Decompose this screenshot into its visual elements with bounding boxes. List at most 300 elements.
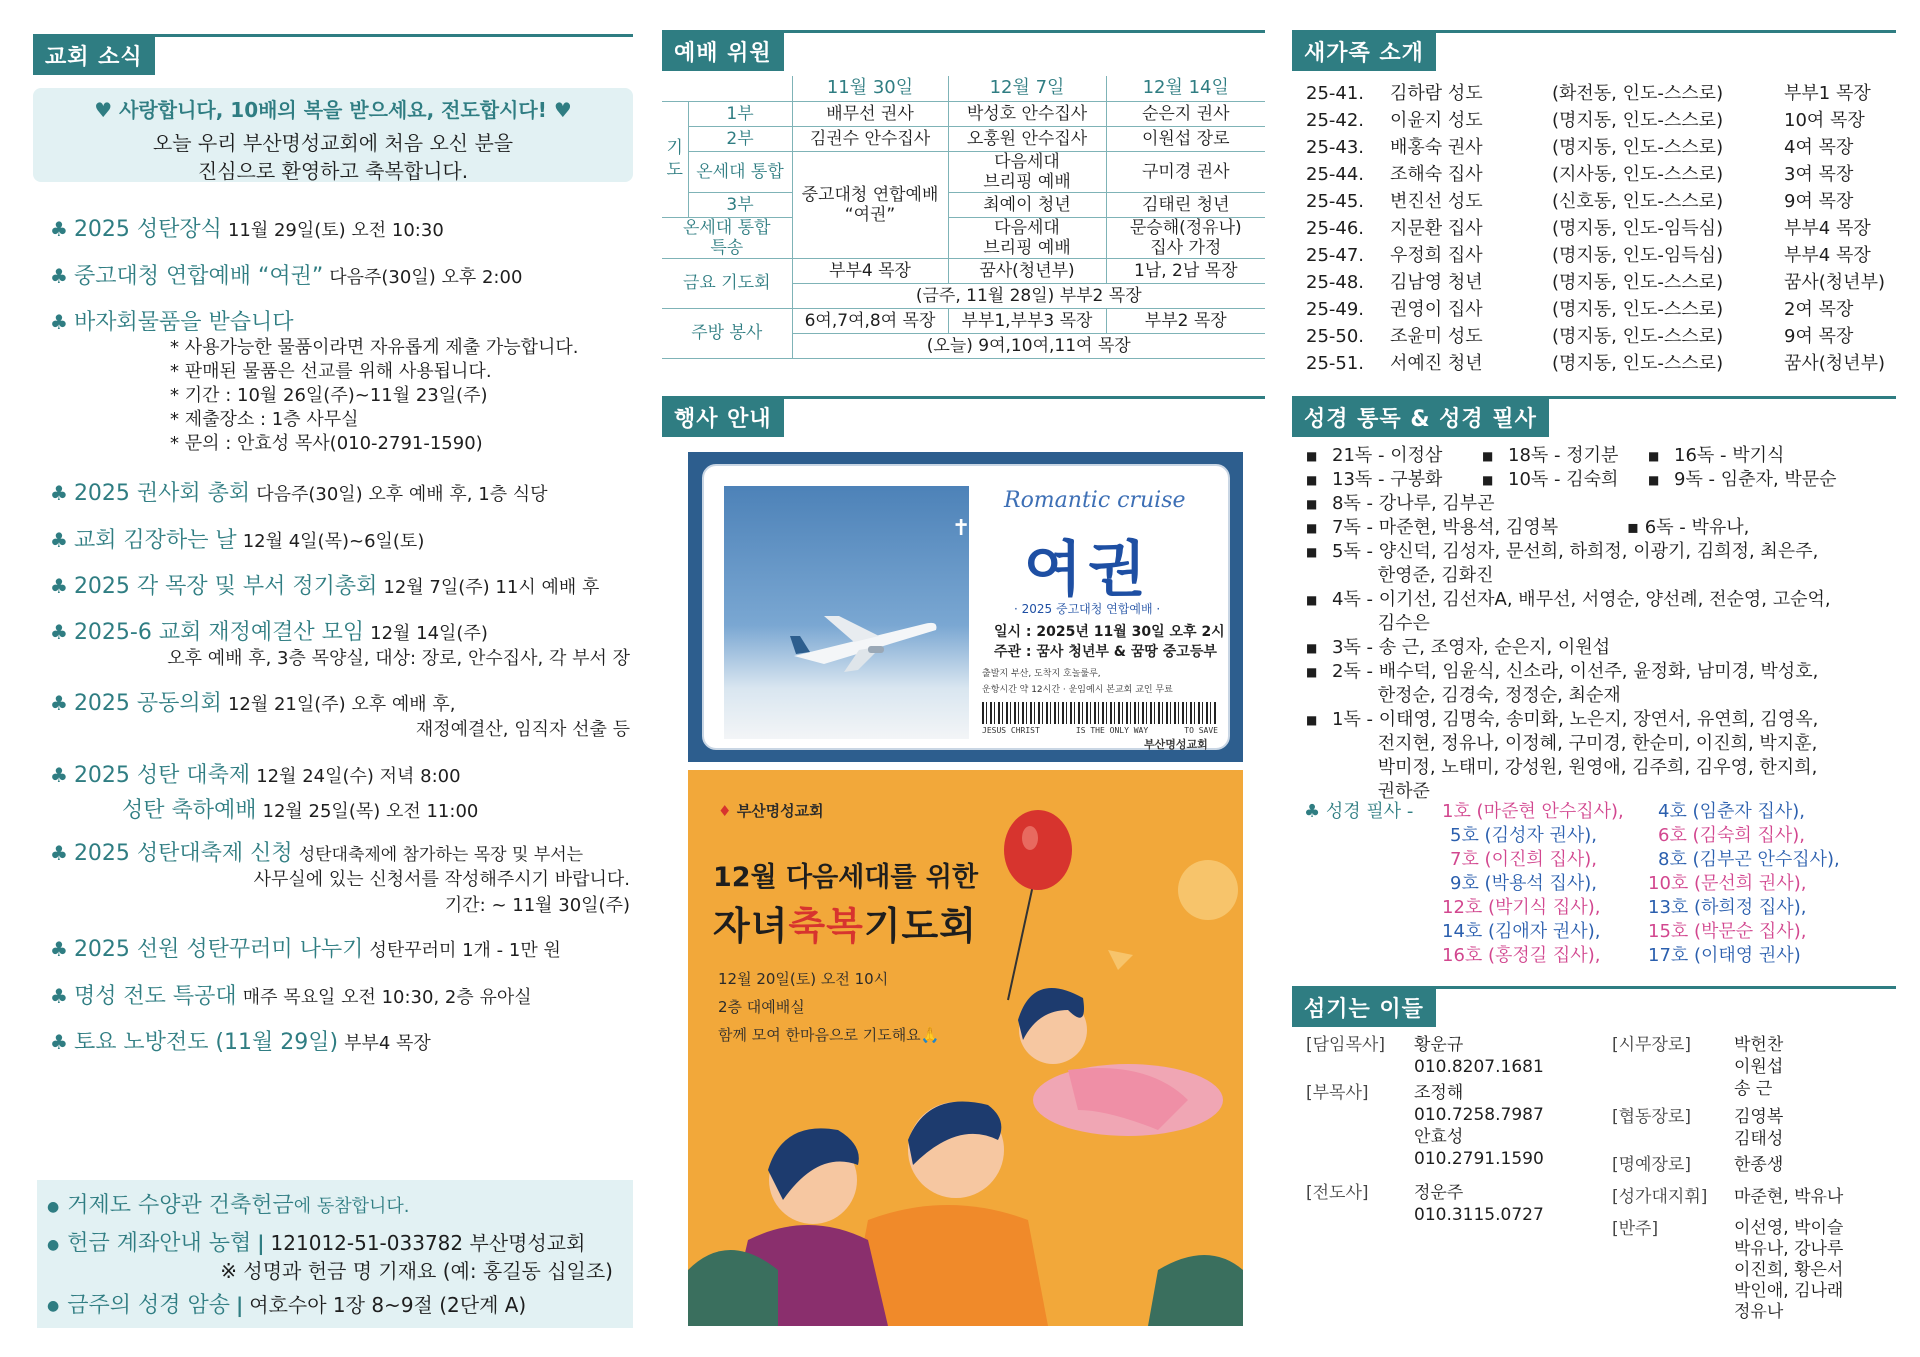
cell: (명지동, 인도-스스로): [1552, 272, 1724, 293]
bullet-icon: ●: [47, 1198, 60, 1215]
table-cell: 6여,7여,8여 목장: [792, 308, 948, 333]
barcode-text: JESUS CHRIST: [982, 726, 1040, 735]
list-item: [1306, 134, 1885, 161]
passport-title: 여권: [1024, 535, 1152, 605]
bullet-icon: ■: [1482, 449, 1494, 463]
passport-tagline: Romantic cruise: [1004, 488, 1186, 513]
cell-line: 다음세대: [994, 151, 1060, 172]
pray-label: [662, 101, 688, 217]
news-item: [50, 476, 630, 507]
cell-line: 브리핑 예배: [983, 237, 1071, 258]
servant-elder-info: [1734, 1034, 1783, 1100]
table-cell: 부부1,부부3 목장: [948, 308, 1106, 333]
offering-account: 121012-51-033782 부산명성교회: [270, 1231, 586, 1255]
reading-entry: 21독 - 이정삼: [1332, 445, 1443, 466]
table-cell: 배무선 권사: [792, 101, 948, 126]
news-item: [50, 932, 630, 963]
servant-coop-info: [1734, 1106, 1783, 1150]
servants-header: [1292, 986, 1896, 1026]
news-detail: 12월 21일(주) 오후 예배 후,: [227, 694, 456, 715]
title-part: 자녀: [713, 904, 789, 948]
divider-bar: |: [257, 1231, 265, 1255]
airplane-icon: [784, 606, 944, 676]
divider-bar: |: [235, 1292, 244, 1317]
cell-line: 집사 가정: [1150, 237, 1222, 258]
reading-list: [1306, 444, 1896, 804]
list-item: [1306, 468, 1896, 492]
cell: 서예진 청년: [1390, 353, 1483, 374]
list-item: [1306, 516, 1896, 540]
passport-detail-line: 운항시간 약 12시간 · 운임예시 본교회 교인 무료: [982, 685, 1173, 695]
list-item: [1306, 161, 1885, 188]
reading-entry: 10독 - 김숙희: [1508, 469, 1619, 490]
news-detail: 사무실에 있는 신청서를 작성해주시기 바랍니다.: [253, 869, 630, 890]
role-label: [명예장로]: [1612, 1155, 1691, 1175]
cross-icon: ✝: [952, 516, 971, 541]
reading-entry: 8독 - 강나루, 김부곤: [1332, 493, 1495, 514]
news-detail: 성탄대축제에 참가하는 목장 및 부서는: [298, 845, 584, 865]
reading-entry: 5독 - 양신덕, 김성자, 문선희, 하희정, 이광기, 김희정, 최은주,: [1332, 541, 1819, 562]
copy-left-list: [1442, 800, 1624, 968]
row-label: 금요 기도회: [662, 258, 792, 308]
worship-table: [662, 76, 1265, 359]
reading-entry: 3독 - 송 근, 조영자, 순은지, 이원섭: [1332, 637, 1611, 658]
servant-name: 김태성: [1734, 1129, 1784, 1149]
church-name-text: 부산명성교회: [736, 802, 824, 820]
bullet-icon: ■: [1648, 473, 1660, 487]
servant-coop: [1612, 1106, 1691, 1128]
cell: 25-48.: [1306, 272, 1365, 293]
reading-entry: 전지현, 정유나, 이정혜, 구미경, 한순미, 이진희, 박지훈,: [1332, 733, 1818, 754]
copy-entry: 1호 (마준현 안수집사),: [1442, 801, 1624, 822]
news-sub: * 제출장소 : 1층 사무실: [170, 409, 359, 430]
cell: 꿈사(청년부): [1784, 272, 1885, 293]
section-title: 예배 위원: [662, 33, 784, 71]
merged-line: 중고대청 연합예배: [801, 184, 939, 205]
table-cell: 꿈사(청년부): [948, 258, 1106, 283]
list-item: [1306, 444, 1896, 468]
title-part: 축복: [788, 904, 864, 948]
cell: (지사동, 인도-스스로): [1552, 164, 1724, 185]
table-cell: 이원섭 장로: [1106, 126, 1265, 151]
news-title: 2025 성탄장식: [73, 217, 222, 242]
reading-entry: 한정순, 김경숙, 정정순, 최순재: [1332, 685, 1621, 706]
prayer-info-line: 12월 20일(토) 오전 10시: [718, 970, 889, 988]
news-detail: 매주 목요일 오전 10:30, 2층 유아실: [242, 987, 532, 1008]
table-row: [662, 192, 1265, 217]
bullet-icon: ■: [1306, 593, 1318, 607]
servant-phone: 010.3115.0727: [1414, 1205, 1544, 1225]
table-cell: 박성호 안수집사: [948, 101, 1106, 126]
bullet-icon: ■: [1306, 449, 1318, 463]
list-item: [1306, 564, 1896, 588]
cell: 25-49.: [1306, 299, 1365, 320]
passport-subtitle: · 2025 중고대청 연합예배 ·: [1014, 602, 1161, 616]
copy-entry: 8호 (김부곤 안수집사),: [1658, 849, 1840, 870]
passport-info-line: 일시 : 2025년 11월 30일 오후 2시: [994, 624, 1225, 640]
news-item: [50, 836, 630, 919]
news-title: 토요 노방전도 (11월 29일): [73, 1030, 339, 1055]
label-line: 특송: [710, 237, 744, 258]
cell: 배홍숙 권사: [1390, 137, 1483, 158]
news-item: [50, 979, 630, 1010]
news-detail: 다음주(30일) 오후 2:00: [329, 267, 523, 288]
prayer-church-name: [718, 800, 824, 821]
welcome-line: 오늘 우리 부산명성교회에 처음 오신 분을: [152, 131, 514, 155]
list-item: [1306, 636, 1896, 660]
cell: (명지동, 인도-스스로): [1552, 137, 1724, 158]
cell: 부부1 목장: [1784, 83, 1871, 104]
passport-card: [702, 464, 1230, 750]
cell: (명지동, 인도-스스로): [1552, 353, 1724, 374]
cell: 25-47.: [1306, 245, 1365, 266]
servant-phone: 010.2791.1590: [1414, 1149, 1544, 1169]
flame-icon: ♦: [718, 802, 732, 820]
cell: 변진선 성도: [1390, 191, 1483, 212]
news-detail: 기간: ~ 11월 30일(주): [444, 895, 630, 916]
list-item: [1306, 242, 1885, 269]
welcome-box: [33, 88, 633, 182]
list-item: [1306, 269, 1885, 296]
servant-evang-info: [1414, 1182, 1544, 1226]
newfam-list: [1306, 80, 1885, 377]
news-title: 2025 권사회 총회: [73, 481, 251, 506]
copy-entry: 17호 (이태영 권사): [1648, 945, 1801, 966]
table-cell: 오홍원 안수집사: [948, 126, 1106, 151]
cell: (화전동, 인도-스스로): [1552, 83, 1724, 104]
table-cell: [948, 217, 1106, 258]
servant-senior-info: [1414, 1034, 1544, 1078]
news-title: 명성 전도 특공대: [73, 984, 237, 1009]
news-item: [50, 523, 630, 554]
news-item: [50, 212, 630, 243]
prayer-title: [713, 895, 977, 950]
list-item: [1306, 684, 1896, 708]
news-sub: * 문의 : 안효성 목사(010-2791-1590): [170, 433, 483, 454]
cell-line: 다음세대: [994, 217, 1060, 238]
news-title: 2025 성탄 대축제: [73, 763, 251, 788]
servant-name: 정유나: [1734, 1302, 1784, 1322]
news-detail: 12월 24일(수) 저녁 8:00: [256, 766, 461, 787]
servant-name: 박유나, 강나루: [1734, 1239, 1844, 1259]
cell: 꿈사(청년부): [1784, 353, 1885, 374]
club-icon: ♣: [50, 841, 68, 865]
merged-line: “여권”: [844, 204, 896, 225]
list-item: [1306, 215, 1885, 242]
table-cell: [662, 76, 688, 101]
cell: 25-43.: [1306, 137, 1365, 158]
table-row: [662, 126, 1265, 151]
copy-entry: 6호 (김숙희 집사),: [1658, 825, 1805, 846]
cell: 4여 목장: [1784, 137, 1854, 158]
list-item: [1306, 323, 1885, 350]
barcode-icon: [982, 702, 1218, 724]
news-sub: * 사용가능한 물품이라면 자유롭게 제출 가능합니다.: [170, 337, 579, 358]
barcode-text: TO SAVE: [1184, 726, 1218, 735]
prayer-heading: 12월 다음세대를 위한: [713, 862, 979, 893]
club-icon: ♣: [50, 691, 68, 715]
passport-details: [982, 666, 1222, 698]
servant-phone: 010.8207.1681: [1414, 1057, 1544, 1077]
table-cell: 최예이 청년: [948, 192, 1106, 217]
table-row: [662, 101, 1265, 126]
row-label: 1부: [688, 101, 792, 126]
servant-name: 송 근: [1734, 1079, 1773, 1099]
news-item: [50, 569, 630, 600]
servant-name: 마준현, 박유나: [1734, 1187, 1844, 1207]
offering-box: [37, 1180, 633, 1328]
cell: 25-41.: [1306, 83, 1365, 104]
table-cell: [688, 76, 792, 101]
news-title: 2025-6 교회 재정예결산 모임: [73, 620, 365, 645]
table-cell: 부부2 목장: [1106, 308, 1265, 333]
barcode-codes: [982, 726, 1218, 735]
copy-entry: 4호 (임춘자 집사),: [1658, 801, 1805, 822]
cell: 지문환 집사: [1390, 218, 1483, 239]
list-item: [1306, 80, 1885, 107]
table-cell: 구미경 권사: [1106, 151, 1265, 192]
club-icon: ♣: [50, 763, 68, 787]
label-line: 온세대 통합: [682, 217, 771, 238]
church-logo: 부산명성교회: [1144, 738, 1208, 751]
bullet-icon: ■: [1306, 497, 1318, 511]
table-cell: 김태린 청년: [1106, 192, 1265, 217]
cell: 25-51.: [1306, 353, 1365, 374]
cell: 부부4 목장: [1784, 245, 1871, 266]
date-header: 12월 14일: [1106, 76, 1265, 101]
club-icon: ♣: [50, 984, 68, 1008]
servant-name: 김영복: [1734, 1107, 1784, 1127]
role-label: [전도사]: [1306, 1183, 1369, 1203]
row-label: 2부: [688, 126, 792, 151]
section-title: 새가족 소개: [1292, 33, 1436, 71]
news-detail: 부부4 목장: [344, 1033, 431, 1054]
bullet-icon: ●: [47, 1236, 60, 1253]
servant-name: 박인애, 김나래: [1734, 1281, 1844, 1301]
news-sub-list: [50, 336, 630, 456]
news-item: [50, 615, 630, 672]
club-icon: ♣: [50, 620, 68, 644]
cell: 김하람 성도: [1390, 83, 1483, 104]
table-row: [662, 76, 1265, 101]
table-cell: 김권수 안수집사: [792, 126, 948, 151]
role-label: [담임목사]: [1306, 1035, 1385, 1055]
title-part: 기도회: [863, 904, 977, 948]
reading-entry: 2독 - 배수덕, 임윤식, 신소라, 이선주, 윤정화, 남미경, 박성호,: [1332, 661, 1819, 682]
sky-photo: [724, 486, 969, 739]
list-item: [1306, 540, 1896, 564]
role-label: [협동장로]: [1612, 1107, 1691, 1127]
welcome-line: 진심으로 환영하고 축복합니다.: [197, 159, 469, 183]
passport-poster: [688, 452, 1243, 762]
role-label: [부목사]: [1306, 1083, 1369, 1103]
cell: 권영이 집사: [1390, 299, 1483, 320]
servant-accomp: [1612, 1218, 1658, 1240]
list-item: [1306, 350, 1885, 377]
offering-text: 여호수아 1장 8~9절 (2단계 A): [249, 1292, 527, 1317]
servant-senior: [1306, 1034, 1385, 1056]
events-header: [662, 396, 1265, 436]
table-note: (오늘) 9여,10여,11여 목장: [792, 333, 1265, 358]
role-label: [성가대지휘]: [1612, 1187, 1708, 1207]
news-title: 2025 공동의회: [73, 691, 222, 716]
copy-entry: 5호 (김성자 권사),: [1450, 825, 1597, 846]
news-detail: 성탄꾸러미 1개 - 1만 원: [369, 940, 561, 961]
bullet-icon: ■: [1306, 641, 1318, 655]
cell: (신호동, 인도-스스로): [1552, 191, 1724, 212]
list-item: [1306, 188, 1885, 215]
table-row: [662, 258, 1265, 283]
club-icon: ♣: [50, 574, 68, 598]
news-item: [50, 259, 630, 290]
cell: 우정희 집사: [1390, 245, 1483, 266]
offering-key: 금주의 성경 암송: [67, 1292, 230, 1318]
servant-name: 황운규: [1414, 1035, 1464, 1055]
club-icon: ♣: [50, 937, 68, 961]
copy-entry: 10호 (문선희 권사),: [1648, 873, 1807, 894]
table-row: [662, 308, 1265, 333]
list-item: [1306, 612, 1896, 636]
servant-name: 안효성: [1414, 1127, 1464, 1147]
news-title: 2025 성탄대축제 신청: [73, 841, 293, 866]
row-label: 3부: [688, 192, 792, 217]
cell: 9여 목장: [1784, 191, 1854, 212]
bullet-icon: ■: [1482, 473, 1494, 487]
cell: (명지동, 인도-임득심): [1552, 245, 1724, 266]
cell-line: 브리핑 예배: [983, 171, 1071, 192]
reading-entry: 16독 - 박기식: [1674, 445, 1785, 466]
news-title: 교회 김장하는 날: [73, 528, 237, 553]
news-title: 바자회물품을 받습니다: [73, 310, 294, 335]
servant-phone: 010.7258.7987: [1414, 1105, 1544, 1125]
table-cell: [948, 151, 1106, 192]
cell: 10여 목장: [1784, 110, 1865, 131]
row-label: 온세대 통합: [688, 151, 792, 192]
date-header: 11월 30일: [792, 76, 948, 101]
club-icon: ♣: [50, 264, 68, 288]
bullet-icon: ■: [1306, 473, 1318, 487]
table-cell: 1남, 2남 목장: [1106, 258, 1265, 283]
cell: (명지동, 인도-스스로): [1552, 326, 1724, 347]
reading-entry: 13독 - 구봉화: [1332, 469, 1443, 490]
news-title: 중고대청 연합예배 “여권”: [73, 264, 324, 289]
list-item: [1306, 732, 1896, 756]
cell: 25-50.: [1306, 326, 1365, 347]
news-detail: 다음주(30일) 오후 예배 후, 1층 식당: [256, 484, 548, 505]
section-title: 행사 안내: [662, 399, 784, 437]
news-detail: 11월 29일(토) 오전 10:30: [227, 220, 444, 241]
cell: 3여 목장: [1784, 164, 1854, 185]
news-title: 2025 각 목장 및 부서 정기총회: [73, 574, 378, 599]
cell: 9여 목장: [1784, 326, 1854, 347]
cell: (명지동, 인도-스스로): [1552, 110, 1724, 131]
welcome-text: [33, 129, 633, 185]
row-label: 주방 봉사: [662, 308, 792, 358]
cell: 이윤지 성도: [1390, 110, 1483, 131]
list-item: [1306, 492, 1896, 516]
prayer-poster: [688, 770, 1243, 1326]
servant-honorary: [1612, 1154, 1691, 1176]
role-label: [시무장로]: [1612, 1035, 1691, 1055]
news-item: [50, 686, 630, 743]
offering-note: ※ 성명과 헌금 명 기재요 (예: 홍길동 십일조): [220, 1258, 613, 1283]
worship-header: [662, 30, 1265, 70]
reading-entry: 4독 - 이기선, 김선자A, 배무선, 서영순, 양선례, 전순영, 고순억,: [1332, 589, 1831, 610]
reading-entry: 7독 - 마준현, 박용석, 김영복 ▪ 6독 - 박유나,: [1332, 517, 1750, 538]
list-item: [1306, 708, 1896, 732]
servant-name: 정운주: [1414, 1183, 1464, 1203]
cell: 2여 목장: [1784, 299, 1854, 320]
reading-entry: 권하준: [1332, 781, 1430, 802]
passport-info-line: 주관 : 꿈사 청년부 & 꿈땅 중고등부: [994, 644, 1217, 660]
servant-name: 이원섭: [1734, 1057, 1784, 1077]
servant-evang: [1306, 1182, 1369, 1204]
cell: 25-42.: [1306, 110, 1365, 131]
cell: 김남영 청년: [1390, 272, 1483, 293]
servant-accomp-info: [1734, 1218, 1843, 1323]
news-title: 2025 선원 성탄꾸러미 나누기: [73, 937, 364, 962]
prayer-info-line: 2층 대예배실: [718, 998, 805, 1016]
bullet-icon: ●: [47, 1298, 60, 1314]
reading-entry: 김수은: [1332, 613, 1430, 634]
servant-assoc-info: [1414, 1082, 1544, 1170]
passport-info: [994, 622, 1225, 662]
offering-text: 에 동참합니다.: [293, 1196, 410, 1217]
pray-char: 도: [666, 160, 683, 180]
list-item: [1306, 756, 1896, 780]
copy-label: ♣ 성경 필사 -: [1304, 801, 1414, 822]
copy-entry: 16호 (홍정길 집사),: [1442, 945, 1601, 966]
club-icon: ♣: [50, 217, 68, 241]
merged-cell: [792, 151, 948, 258]
table-cell: 순은지 권사: [1106, 101, 1265, 126]
news-detail: 12월 25일(목) 오전 11:00: [262, 801, 479, 822]
cell: 부부4 목장: [1784, 218, 1871, 239]
news-title: 성탄 축하예배: [122, 798, 257, 823]
copy-entry: 9호 (박용석 집사),: [1450, 873, 1597, 894]
newfam-header: [1292, 30, 1896, 70]
news-sub: * 판매된 물품은 선교를 위해 사용됩니다.: [170, 361, 492, 382]
servant-elder: [1612, 1034, 1691, 1056]
news-detail: 12월 7일(주) 11시 예배 후: [383, 577, 600, 598]
cell: (명지동, 인도-임득심): [1552, 218, 1724, 239]
list-item: [1306, 660, 1896, 684]
bullet-icon: ■: [1648, 449, 1660, 463]
list-item: [1306, 588, 1896, 612]
servant-honorary-info: [1734, 1154, 1783, 1176]
club-icon: ♣: [50, 310, 68, 334]
club-icon: ♣: [50, 528, 68, 552]
table-cell: 부부4 목장: [792, 258, 948, 283]
cell: 25-46.: [1306, 218, 1365, 239]
bullet-icon: ■: [1306, 545, 1318, 559]
reading-entry: 박미정, 노태미, 강성원, 원영애, 김주희, 김우영, 한지희,: [1332, 757, 1818, 778]
date-header: 12월 7일: [948, 76, 1106, 101]
club-icon: ♣: [50, 1030, 68, 1054]
news-detail: 재정예결산, 임직자 선출 등: [415, 719, 630, 740]
copy-right-list: [1648, 800, 1840, 968]
offering-key: 헌금 계좌안내 농협: [67, 1231, 252, 1256]
news-detail: 오후 예배 후, 3층 목양실, 대상: 장로, 안수집사, 각 부서 장: [167, 648, 630, 669]
list-item: [1306, 107, 1885, 134]
role-label: [반주]: [1612, 1219, 1659, 1239]
bullet-icon: ■: [1306, 521, 1318, 535]
passport-detail-line: 출발지 부산, 도착지 호놀룰루,: [982, 669, 1101, 679]
cell-line: 문승해(정유나): [1129, 217, 1242, 238]
cell: 25-45.: [1306, 191, 1365, 212]
reading-header: [1292, 396, 1896, 436]
welcome-title: ♥ 사랑합니다, 10배의 복을 받으세요, 전도합시다! ♥: [94, 98, 572, 122]
